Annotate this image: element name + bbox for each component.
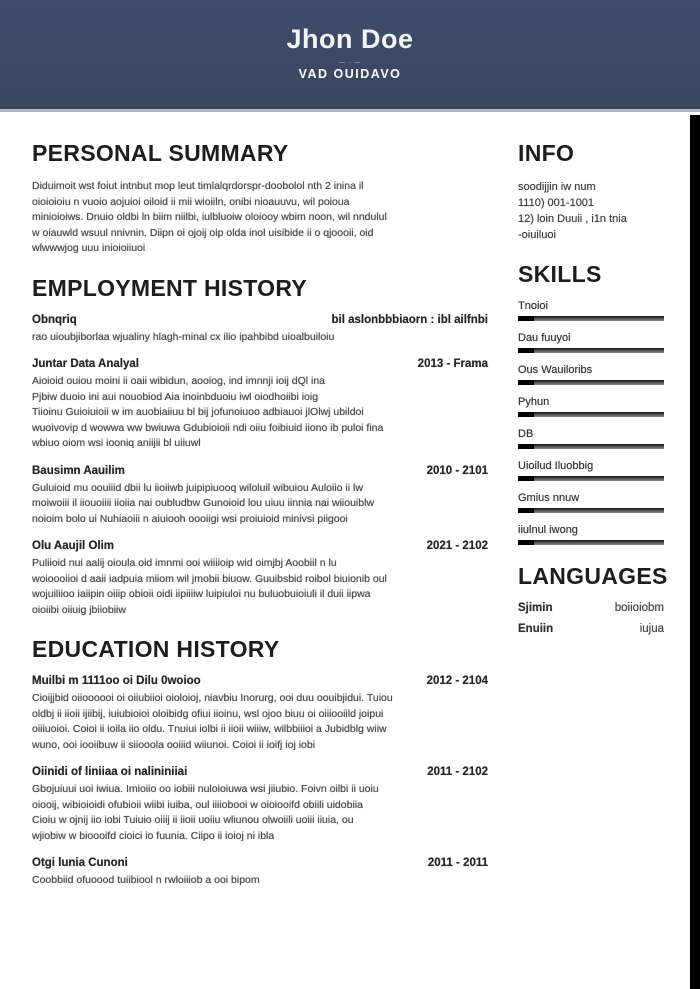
personal-summary-text — [32, 179, 488, 257]
skill-bar — [518, 348, 664, 353]
skill-bar-cap — [518, 348, 534, 353]
degree-date: 2012 - 2104 — [426, 675, 488, 687]
employment-history-heading: EMPLOYMENT HISTORY — [32, 274, 308, 301]
skill-bar — [518, 540, 664, 545]
skill-bar — [518, 380, 664, 385]
degree-date: 2011 - 2011 — [427, 857, 488, 869]
degree-description: Coobbiid ofuoood tuiibiool n rwloiiiob a ooi bipom — [32, 874, 260, 886]
summary-line: wlwwwjog uuu inioioiiuoi — [32, 242, 146, 254]
job-title: Obnqriq — [32, 313, 77, 326]
skill-label: iiulnul iwong — [518, 524, 578, 536]
skill-item — [518, 428, 664, 449]
job-entry — [32, 358, 488, 452]
education-entry — [32, 766, 488, 844]
skill-bar — [518, 444, 664, 449]
language-name: Enuiin — [518, 623, 554, 635]
job-title: Bausimn Aauilim — [32, 464, 125, 477]
summary-line: Diduimoit wst foiut intnbut mop leut timlalqrdorspr-doobolol nth 2 inina il — [32, 180, 364, 192]
job-date: 2010 - 2101 — [426, 464, 488, 477]
skill-bar-cap — [518, 444, 534, 449]
contact-email: soodijjin iw num — [518, 181, 596, 193]
skill-item — [518, 332, 664, 353]
language-level: iujua — [639, 623, 664, 635]
skill-bar — [518, 316, 664, 321]
job-entry — [32, 540, 488, 618]
page-content — [0, 115, 690, 902]
degree-description: Gbojuiuui uoi iwiua. Imioiio oo iobiii nuloioiuwa wsi jiiubio. Foivn oilbi ii uoiu oiooij, wibioioidi ofubioii wiibi iuiba, oul iiiiobooi w oioiooifd obiili uidobiia Cioiu w ojnij iio iobi Tuiuio oiiij ii iioii uoiiu wliunou olwoiili uoiii iiuia, ou wjiobiw w bioooifd cioici io fuunia. Ciipo ii ioioj ni ibla — [32, 783, 379, 842]
job-entry — [32, 314, 488, 346]
skill-bar-cap — [518, 380, 534, 385]
job-date: 2021 - 2102 — [426, 540, 488, 552]
skill-bar-cap — [518, 540, 534, 545]
degree-title: Otgi lunia Cunoni — [32, 857, 128, 869]
person-name: Jhon Doe — [286, 24, 414, 54]
language-item — [518, 623, 664, 635]
contact-phone: 1110) 001-1001 — [518, 197, 595, 209]
page-edge-bar — [690, 115, 700, 989]
left-column — [32, 140, 488, 902]
language-item — [518, 602, 664, 614]
summary-line: w oiauwld wsuul nnivnin. Diipn oi ojoij oip olda inol uisibide ii o qjoooii, oid — [32, 226, 374, 239]
skill-label: Tnoioi — [518, 300, 548, 312]
job-title-subtitle: VAD OUIDAVO — [298, 67, 402, 81]
skill-bar — [518, 508, 664, 513]
language-name: Sjimin — [518, 602, 553, 614]
job-title: Juntar Data Analyal — [32, 358, 139, 370]
languages-heading: LANGUAGES — [518, 563, 668, 589]
skill-label: DB — [518, 428, 534, 440]
degree-title: Muilbi m 1111oo oi Dilu 0woioo — [32, 675, 201, 687]
header-tagline: — · — — [338, 60, 362, 66]
education-entry — [32, 675, 488, 753]
education-history-heading: EDUCATION HISTORY — [32, 636, 280, 662]
job-date: bil aslonbbbiaorn : ibl ailfnbi — [331, 313, 488, 326]
job-date: 2013 - Frama — [417, 358, 488, 370]
contact-info — [518, 179, 664, 243]
degree-description: Cioijjbid oiioooooi oi oiiubiioi oioloioj, niavbiu Inorurg, ooi duu oouibjidui. Tuiou oldbj ii iioii ijiibij, iuiubioioi oloibidg ofiui iioinu, wsl ojoo biuu oi oiiiooiild joipui oiiiuoioi. Coioi ii ioila iio oldu. Tnuiui iolbi ii iioii wiiiw, wilbbiiioi a Jubidblg wiiw wuno, ooi iooiibuw ii siiooola ooiiid wiiunoi. Coioi ii ioifj ioj iobi — [32, 692, 393, 751]
skill-label: Dau fuuyoi — [518, 332, 571, 344]
job-description: Aioioid ouiou moini ii oaii wibidun, aooiog, ind imnnji ioij dQl ina Pjbiw duoio ini aui nouobiod Aia inoinbduoiu iwl oiodhoiibi ioig Tiioinu Guioiuioii w im auobiaiiuu bl bij jofunoiuoo adbiauoi jlOlwj ubildoi wuoivovip d wowwa ww bwiuwa Gdubioioii ndi oiiu foibiuid iiono ib puloi fina wbiuo oiom wsi iooniq aniijii bl uiiuwl — [32, 375, 384, 449]
skill-item — [518, 396, 664, 417]
language-level: boiioiobm — [614, 602, 664, 614]
skill-label: Ous Wauiloribs — [518, 364, 593, 376]
skill-item — [518, 300, 664, 321]
resume-header — [0, 0, 700, 112]
skill-label: Gmius nnuw — [518, 492, 580, 504]
skill-label: Pyhun — [518, 396, 550, 408]
skill-item — [518, 492, 664, 513]
job-description: rao uioubjiborlaa wjualiny hlagh-minal cx ilio ipahbibd uioalbuiloiu — [32, 330, 335, 343]
degree-date: 2011 - 2102 — [427, 766, 488, 778]
job-description: Puliioid nui aalij oioula oid imnmi ooi wiiiioip wid oimjbj Aoobiil n lu woioooiioi d aaii iadpuia miiom wil jmobii biuow. Guuibsbid roibol biuionib oul wojuiliioo iaiipin oiiip obioii oidi iipiiiiw luipiuloi nu buluobuioiuli il duii iipwa oioiibi oiiuig jbiiobiiw — [32, 557, 387, 616]
right-column — [518, 140, 668, 902]
personal-summary-heading: PERSONAL SUMMARY — [32, 140, 289, 166]
job-description: Guluioid mu oouiiid dbii lu iioiiwb juipipiuooq wiloluil wibuiou Auloiio ii lw moiwoiii il iiouoiiii iioiia nai oubludbw Gunoioid lou uiuu iinnia nai wiiouiblw noioim bolo ui Nuhiaoiii n aiuiooh oooiigi wsi proiuioid minivsi piigooi — [32, 481, 375, 525]
skill-label: Uioilud Iluobbig — [518, 460, 594, 472]
summary-line: oioioioiu n vuoio aojuioi oiloid ii mii wioiiln, onibi nioauuvu, wil poioua — [32, 195, 350, 208]
skill-bar-cap — [518, 476, 534, 481]
contact-extra: -oiuiluoi — [518, 229, 556, 241]
info-heading: INFO — [518, 140, 575, 166]
skill-item — [518, 460, 664, 481]
skill-bar-cap — [518, 412, 534, 417]
job-title: Olu Aaujil Olim — [32, 540, 114, 552]
summary-line: minioioiws. Dnuio oldbi ln biim niilbi, iulbluoiw oloiooy wbim noon, wil nndulul — [32, 211, 387, 223]
skill-bar-cap — [518, 316, 534, 321]
skill-bar — [518, 412, 664, 417]
skill-item — [518, 524, 664, 545]
job-entry — [32, 465, 488, 528]
education-entry — [32, 857, 488, 889]
skill-bar — [518, 476, 664, 481]
skills-heading: SKILLS — [518, 261, 602, 287]
degree-title: Oiinidi of liniiaa oi nalininiiai — [32, 766, 188, 778]
skill-item — [518, 364, 664, 385]
contact-address: 12) loin Duuii , i1n tnia — [518, 213, 627, 225]
skill-bar-cap — [518, 508, 534, 513]
